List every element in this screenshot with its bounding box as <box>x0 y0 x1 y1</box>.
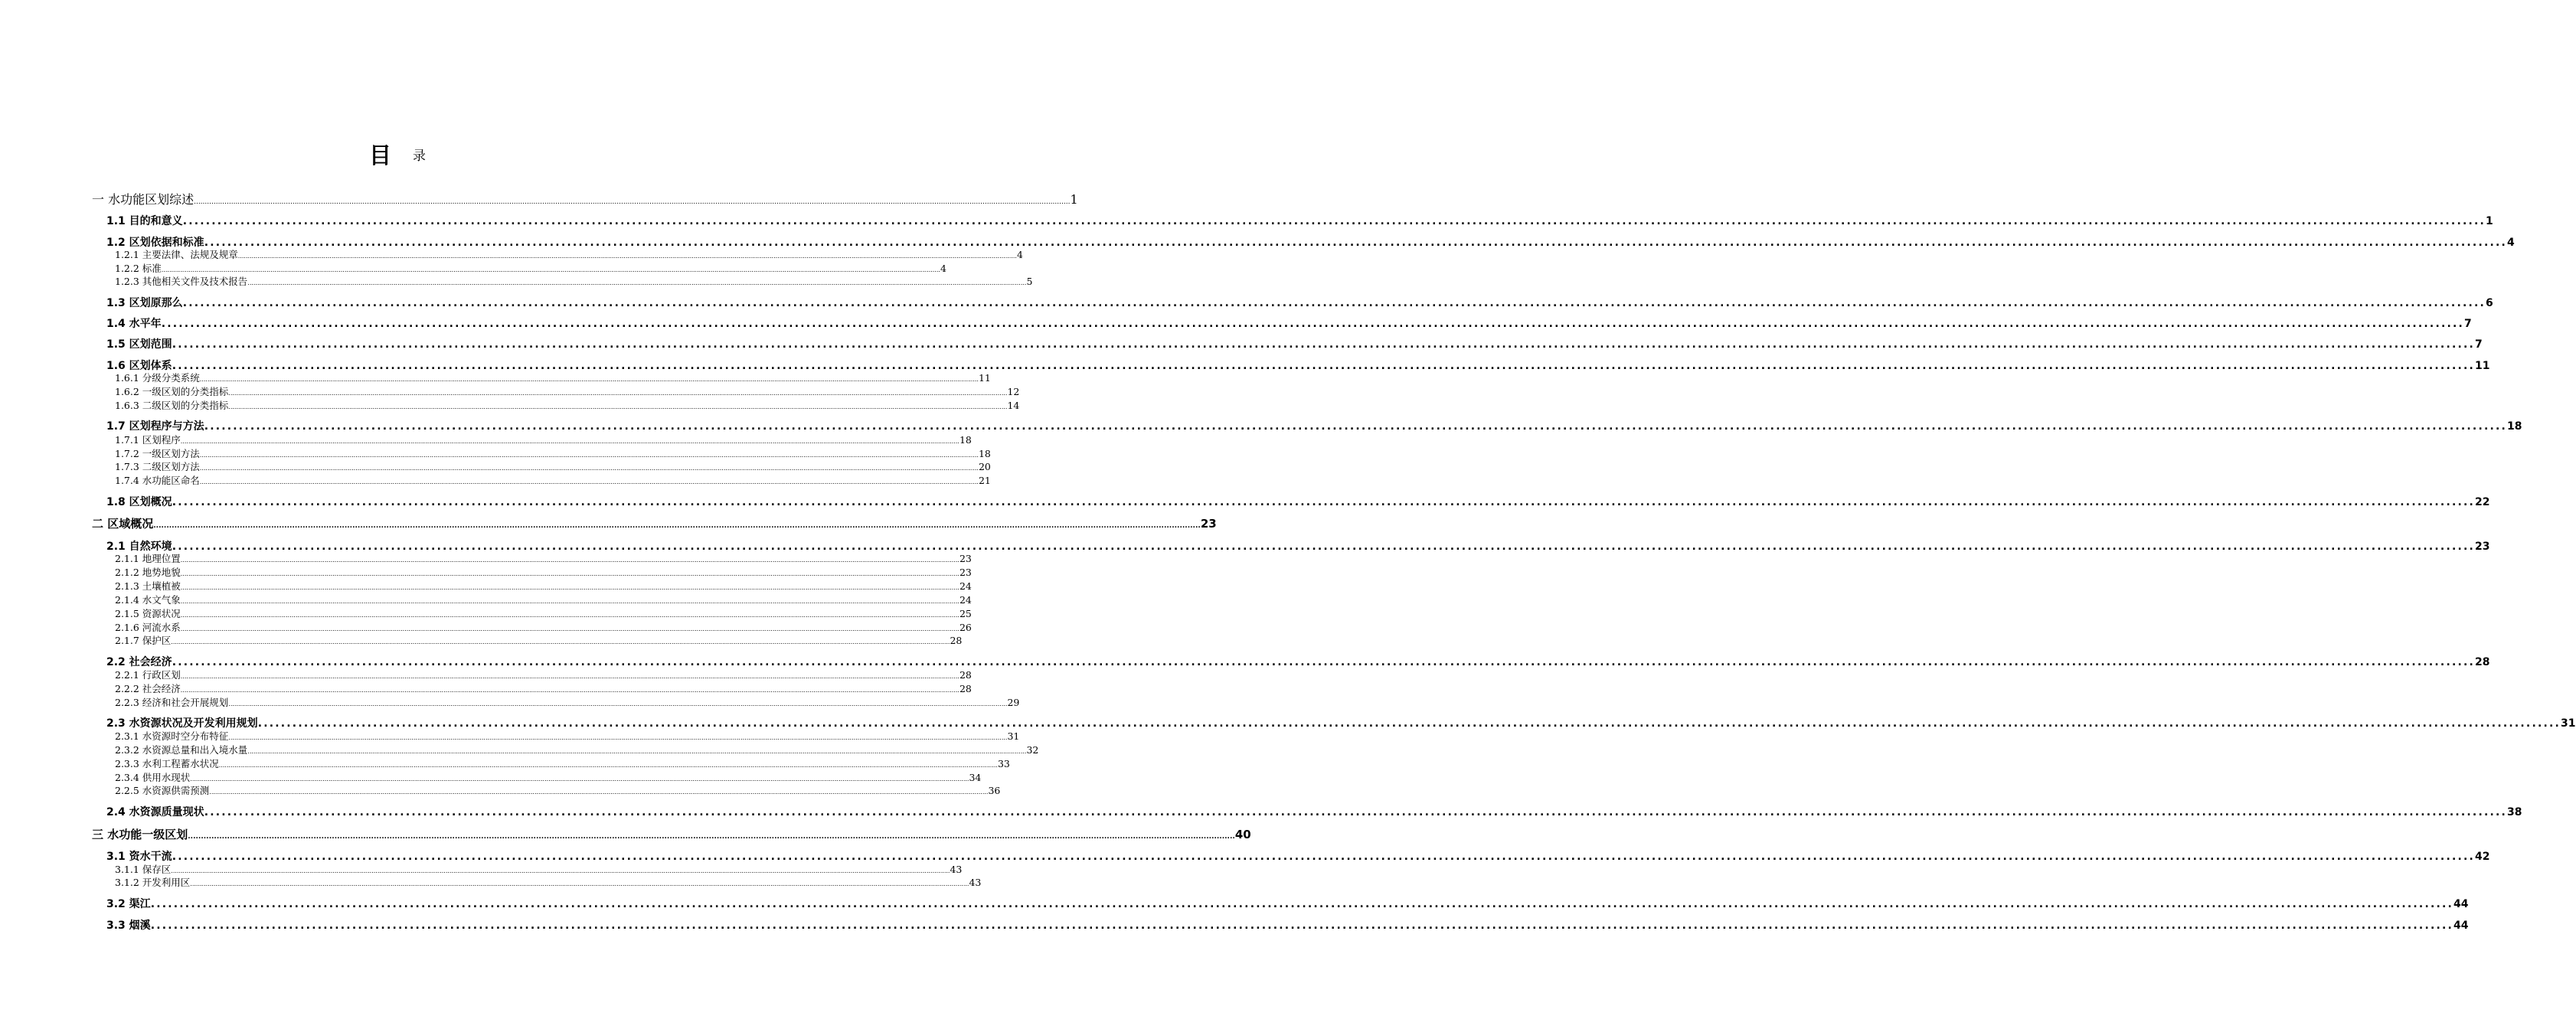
toc-leader-dots: ................................................................................................................................................................................................................................................................................................................................................................................................................ <box>180 584 959 591</box>
toc-leader-dots: ................................................................................................................................................................................................................................................................................................................................................................................................................ <box>180 570 959 577</box>
toc-entry-label: 2.2.2 社会经济 <box>115 683 181 694</box>
toc-entry-page: 4 <box>2507 237 2515 249</box>
toc-leader-dots: ................................................................................................................................................................................................................................................................................................................................................................................................................ <box>199 376 979 383</box>
toc-entry[interactable] <box>115 730 1020 743</box>
toc-leader-dots: ................................................................................................................................................................................................................................................................................................................................................................................................................ <box>190 880 969 887</box>
toc-entry-page: 1 <box>1070 192 1078 207</box>
toc-entry-label: 1.2.2 标准 <box>115 263 162 274</box>
toc-leader-dots: ................................................................................................................................................................................................................................................................................................................................................................................................................ <box>204 806 2508 818</box>
toc-entry[interactable] <box>115 371 991 385</box>
toc-entry-label: 2.3.4 供用水现状 <box>115 772 191 783</box>
toc-entry-label: 2.3.1 水资源时空分布特征 <box>115 730 229 742</box>
toc-entry-label: 三 水功能一级区划 <box>92 828 188 841</box>
toc-entry-page: 24 <box>959 594 972 606</box>
toc-entry-label: 2.2.5 水资源供需预测 <box>115 785 210 796</box>
toc-entry-page: 22 <box>2475 496 2490 508</box>
toc-title-main: 目 <box>369 142 392 168</box>
toc-entry-page: 5 <box>1026 276 1033 287</box>
toc-entry-label: 3.1 资水干流 <box>106 851 172 863</box>
toc-entry-label: 2.3.2 水资源总量和出入境水量 <box>115 744 248 756</box>
toc-entry-page: 23 <box>2475 541 2490 553</box>
toc-entry-label: 一 水功能区划综述 <box>92 192 195 207</box>
toc-leader-dots: ................................................................................................................................................................................................................................................................................................................................................................................................................ <box>228 734 1008 741</box>
toc-entry-label: 1.6.1 分级分类系统 <box>115 372 200 384</box>
toc-leader-dots: ................................................................................................................................................................................................................................................................................................................................................................................................................ <box>228 403 1008 410</box>
toc-entry-label: 2.1.3 土壤植被 <box>115 580 181 592</box>
toc-entry-label: 1.8 区划概况 <box>106 496 172 508</box>
toc-entry[interactable] <box>115 743 1039 757</box>
toc-entry-page: 29 <box>1007 697 1020 708</box>
toc-entry[interactable] <box>106 295 2493 312</box>
toc-leader-dots: ................................................................................................................................................................................................................................................................................................................................................................................................................ <box>161 318 2465 330</box>
toc-entry-label: 2.1.4 水文气象 <box>115 594 181 606</box>
toc-leader-dots: ................................................................................................................................................................................................................................................................................................................................................................................................................ <box>228 390 1008 397</box>
toc-entry[interactable] <box>106 804 2522 821</box>
toc-entry-page: 18 <box>959 434 972 446</box>
toc-leader-dots: ................................................................................................................................................................................................................................................................................................................................................................................................................ <box>172 541 2476 553</box>
toc-entry-page: 28 <box>2475 656 2490 668</box>
toc-entry-page: 7 <box>2475 338 2483 351</box>
toc-entry-label: 1.3 区划原那么 <box>106 297 183 309</box>
toc-leader-dots: ................................................................................................................................................................................................................................................................................................................................................................................................................ <box>199 465 979 472</box>
toc-entry-page: 12 <box>1007 386 1020 397</box>
toc-entry-label: 2.1.7 保护区 <box>115 635 172 646</box>
toc-entry[interactable] <box>115 566 972 580</box>
toc-leader-dots: ................................................................................................................................................................................................................................................................................................................................................................................................................ <box>180 687 959 694</box>
toc-leader-dots: ................................................................................................................................................................................................................................................................................................................................................................................................................ <box>199 452 979 459</box>
toc-entry-page: 23 <box>1200 517 1217 531</box>
toc-leader-dots: ................................................................................................................................................................................................................................................................................................................................................................................................................ <box>237 253 1017 260</box>
toc-leader-dots: ................................................................................................................................................................................................................................................................................................................................................................................................................ <box>194 198 1071 206</box>
toc-entry-page: 11 <box>2475 360 2490 372</box>
toc-entry-label: 1.7 区划程序与方法 <box>106 420 204 433</box>
toc-entry[interactable] <box>106 896 2469 913</box>
toc-entry[interactable] <box>115 580 972 593</box>
toc-entry-page: 42 <box>2475 851 2490 863</box>
toc-entry-label: 2.2 社会经济 <box>106 656 172 668</box>
toc-entry[interactable] <box>106 494 2490 511</box>
toc-entry-page: 28 <box>950 635 963 646</box>
toc-leader-dots: ................................................................................................................................................................................................................................................................................................................................................................................................................ <box>218 762 998 769</box>
toc-leader-dots: ................................................................................................................................................................................................................................................................................................................................................................................................................ <box>150 898 2454 910</box>
toc-entry[interactable] <box>115 668 972 682</box>
toc-entry[interactable] <box>92 826 1251 843</box>
toc-leader-dots: ................................................................................................................................................................................................................................................................................................................................................................................................................ <box>199 479 979 485</box>
toc-entry[interactable] <box>115 262 946 276</box>
toc-entry-page: 11 <box>978 372 991 384</box>
toc-entry[interactable] <box>115 275 1033 289</box>
toc-entry-page: 25 <box>959 608 972 619</box>
toc-entry-label: 2.1.5 资源状况 <box>115 608 181 619</box>
toc-entry-page: 23 <box>959 553 972 564</box>
toc-leader-dots: ................................................................................................................................................................................................................................................................................................................................................................................................................ <box>209 789 989 795</box>
toc-entry-page: 28 <box>959 669 972 681</box>
toc-entry[interactable] <box>115 552 972 566</box>
toc-entry-label: 1.6 区划体系 <box>106 360 172 372</box>
toc-leader-dots: ................................................................................................................................................................................................................................................................................................................................................................................................................ <box>150 920 2454 932</box>
toc-leader-dots: ................................................................................................................................................................................................................................................................................................................................................................................................................ <box>180 438 959 445</box>
toc-entry[interactable] <box>106 336 2483 353</box>
toc-leader-dots: ................................................................................................................................................................................................................................................................................................................................................................................................................ <box>153 522 1201 530</box>
toc-entry-label: 1.6.3 二级区划的分类指标 <box>115 400 229 411</box>
toc-entry-label: 2.3.3 水利工程蓄水状况 <box>115 758 219 769</box>
toc-entry[interactable] <box>106 315 2472 332</box>
toc-entry-page: 21 <box>978 475 991 486</box>
toc-entry-page: 43 <box>950 864 963 875</box>
toc-entry-page: 26 <box>959 622 972 633</box>
toc-entry[interactable] <box>115 696 1020 710</box>
toc-entry-page: 18 <box>2507 420 2522 433</box>
toc-title-secondary: 录 <box>413 149 426 164</box>
toc-entry-label: 1.2.1 主要法律、法规及规章 <box>115 249 238 260</box>
toc-entry-label: 1.5 区划范围 <box>106 338 172 351</box>
toc-entry-label: 2.1 自然环境 <box>106 541 172 553</box>
toc-entry-label: 1.7.2 一级区划方法 <box>115 448 200 459</box>
toc-entry-label: 2.1.2 地势地貌 <box>115 567 181 578</box>
toc-entry-page: 31 <box>1007 730 1020 742</box>
toc-entry[interactable] <box>115 433 972 447</box>
toc-leader-dots: ................................................................................................................................................................................................................................................................................................................................................................................................................ <box>180 557 959 564</box>
toc-entry-label: 1.2 区划依据和标准 <box>106 237 204 249</box>
toc-entry[interactable] <box>115 248 1023 262</box>
toc-entry[interactable] <box>115 447 991 461</box>
toc-leader-dots: ................................................................................................................................................................................................................................................................................................................................................................................................................ <box>180 612 959 619</box>
toc-entry-label: 2.3 水资源状况及开发利用规划 <box>106 717 258 730</box>
toc-entry-page: 43 <box>969 877 982 888</box>
toc-entry[interactable] <box>115 593 972 607</box>
toc-leader-dots: ................................................................................................................................................................................................................................................................................................................................................................................................................ <box>180 626 959 632</box>
toc-entry-page: 23 <box>959 567 972 578</box>
toc-entry-page: 4 <box>1016 249 1023 260</box>
toc-entry-label: 3.2 渠江 <box>106 898 151 910</box>
toc-entry-page: 34 <box>969 772 982 783</box>
toc-leader-dots: ................................................................................................................................................................................................................................................................................................................................................................................................................ <box>180 673 959 680</box>
toc-leader-dots: ................................................................................................................................................................................................................................................................................................................................................................................................................ <box>182 297 2486 309</box>
toc-entry-page: 20 <box>978 461 991 472</box>
toc-entry-label: 3.3 烟溪 <box>106 920 151 932</box>
toc-entry-label: 2.4 水资源质量现状 <box>106 806 204 818</box>
toc-leader-dots: ................................................................................................................................................................................................................................................................................................................................................................................................................ <box>172 656 2476 668</box>
toc-entry-label: 3.1.1 保存区 <box>115 864 172 875</box>
toc-leader-dots: ................................................................................................................................................................................................................................................................................................................................................................................................................ <box>171 867 950 874</box>
toc-entry[interactable] <box>115 385 1020 399</box>
toc-entry-page: 31 <box>2561 717 2576 730</box>
toc-entry-page: 28 <box>959 683 972 694</box>
toc-entry-page: 6 <box>2486 297 2493 309</box>
toc-leader-dots: ................................................................................................................................................................................................................................................................................................................................................................................................................ <box>172 360 2476 372</box>
toc-entry-page: 18 <box>978 448 991 459</box>
toc-entry-label: 1.1 目的和意义 <box>106 215 183 227</box>
toc-entry[interactable] <box>115 474 991 488</box>
toc-entry[interactable] <box>115 863 963 877</box>
toc-entry[interactable] <box>115 876 982 890</box>
toc-leader-dots: ................................................................................................................................................................................................................................................................................................................................................................................................................ <box>172 496 2476 508</box>
toc-leader-dots: ................................................................................................................................................................................................................................................................................................................................................................................................................ <box>247 748 1027 755</box>
toc-entry[interactable] <box>115 607 972 621</box>
toc-entry[interactable] <box>115 784 1001 798</box>
toc-entry-page: 36 <box>988 785 1001 796</box>
toc-leader-dots: ................................................................................................................................................................................................................................................................................................................................................................................................................ <box>247 279 1027 286</box>
toc-entry-label: 1.2.3 其他相关文件及技术报告 <box>115 276 248 287</box>
toc-entry[interactable] <box>115 682 972 696</box>
toc-leader-dots: ................................................................................................................................................................................................................................................................................................................................................................................................................ <box>172 338 2476 351</box>
toc-entry-label: 二 区域概况 <box>92 517 154 531</box>
toc-leader-dots: ................................................................................................................................................................................................................................................................................................................................................................................................................ <box>182 215 2486 227</box>
toc-leader-dots: ................................................................................................................................................................................................................................................................................................................................................................................................................ <box>204 420 2508 433</box>
toc-entry-page: 40 <box>1234 828 1251 841</box>
toc-leader-dots: ................................................................................................................................................................................................................................................................................................................................................................................................................ <box>161 266 940 273</box>
toc-entry-page: 1 <box>2486 215 2493 227</box>
toc-entry-label: 2.2.1 行政区划 <box>115 669 181 681</box>
toc-entry-label: 2.1.6 河流水系 <box>115 622 181 633</box>
toc-entry-label: 1.6.2 一级区划的分类指标 <box>115 386 229 397</box>
toc-entry-page: 33 <box>997 758 1010 769</box>
toc-entry-page: 32 <box>1026 744 1039 756</box>
toc-leader-dots: ................................................................................................................................................................................................................................................................................................................................................................................................................ <box>172 851 2476 863</box>
toc-entry[interactable] <box>115 399 1020 413</box>
toc-entry[interactable] <box>106 213 2493 230</box>
toc-entry[interactable] <box>115 757 1010 771</box>
toc-entry-page: 14 <box>1007 400 1020 411</box>
toc-entry-label: 2.2.3 经济和社会开展规划 <box>115 697 229 708</box>
toc-leader-dots: ................................................................................................................................................................................................................................................................................................................................................................................................................ <box>204 237 2508 249</box>
toc-leader-dots: ................................................................................................................................................................................................................................................................................................................................................................................................................ <box>171 639 950 645</box>
toc-entry-label: 3.1.2 开发利用区 <box>115 877 191 888</box>
toc-entry-label: 1.4 水平年 <box>106 318 162 330</box>
toc-entry[interactable] <box>115 621 972 635</box>
toc-entry[interactable] <box>115 460 991 474</box>
toc-entry[interactable] <box>106 418 2522 435</box>
toc-entry-page: 24 <box>959 580 972 592</box>
toc-entry-page: 44 <box>2453 898 2469 910</box>
toc-entry-label: 1.7.4 水功能区命名 <box>115 475 200 486</box>
toc-entry-page: 38 <box>2507 806 2522 818</box>
toc-entry-label: 2.1.1 地理位置 <box>115 553 181 564</box>
toc-entry-page: 7 <box>2464 318 2472 330</box>
toc-entry-page: 4 <box>940 263 946 274</box>
toc-entry[interactable] <box>92 515 1217 532</box>
toc-entry-page: 44 <box>2453 920 2469 932</box>
toc-leader-dots: ................................................................................................................................................................................................................................................................................................................................................................................................................ <box>228 701 1008 707</box>
toc-leader-dots: ................................................................................................................................................................................................................................................................................................................................................................................................................ <box>180 598 959 605</box>
toc-entry[interactable] <box>115 771 982 785</box>
toc-leader-dots: ................................................................................................................................................................................................................................................................................................................................................................................................................ <box>257 717 2561 730</box>
toc-entry[interactable] <box>106 917 2469 934</box>
toc-entry[interactable] <box>115 634 963 648</box>
toc-entry-label: 1.7.1 区划程序 <box>115 434 181 446</box>
toc-entry-label: 1.7.3 二级区划方法 <box>115 461 200 472</box>
toc-leader-dots: ................................................................................................................................................................................................................................................................................................................................................................................................................ <box>188 833 1235 841</box>
toc-entry[interactable] <box>92 191 1078 208</box>
toc-leader-dots: ................................................................................................................................................................................................................................................................................................................................................................................................................ <box>190 776 969 782</box>
